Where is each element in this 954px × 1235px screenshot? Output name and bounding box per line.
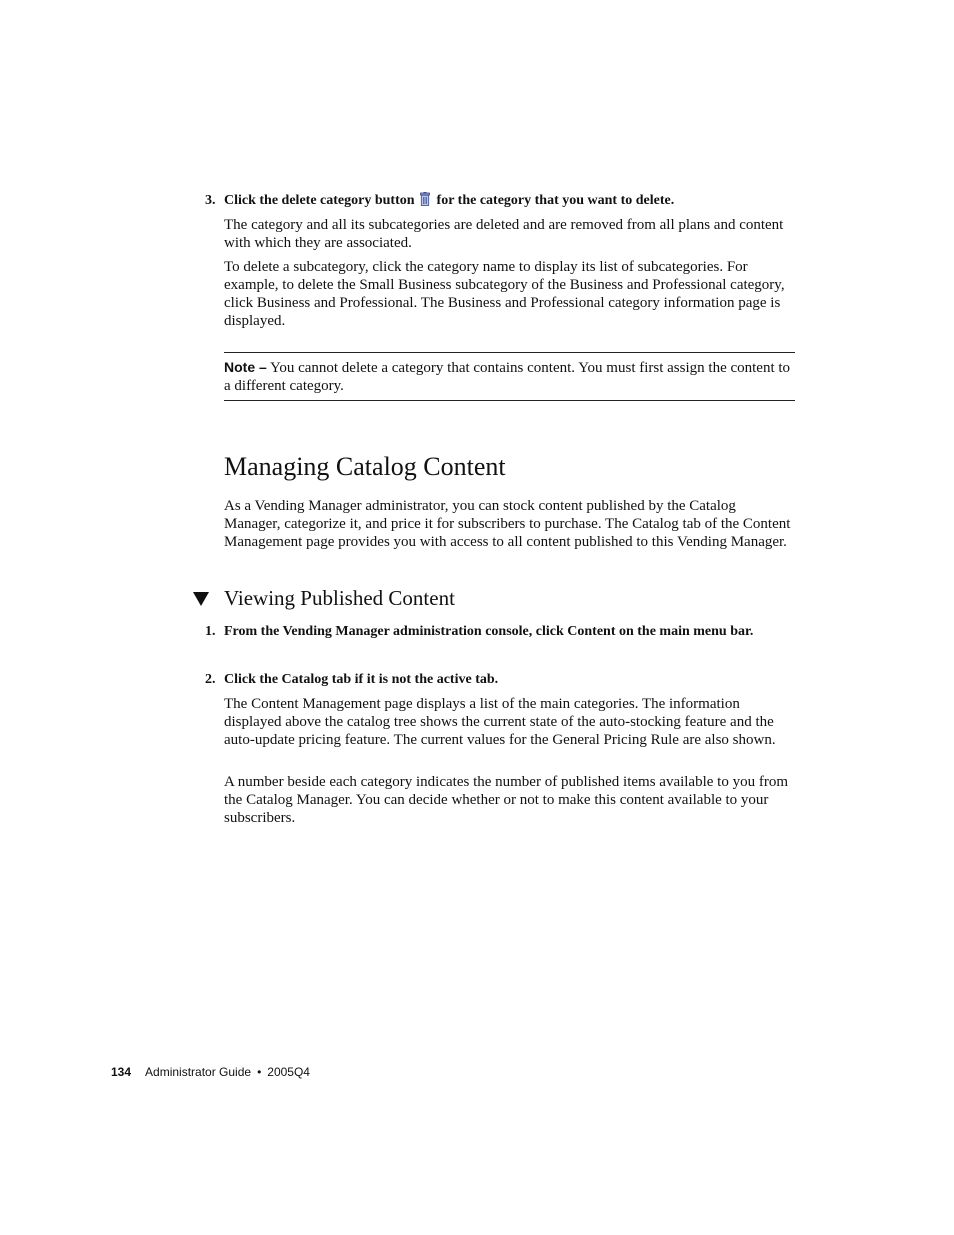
page-number: 134 (111, 1065, 132, 1079)
note-text: You cannot delete a category that contains content. You must first assign the content to a different category. (224, 360, 791, 394)
paragraph: The category and all its subcategories are deleted and are removed from all plans and content with which they are associated. (224, 217, 784, 251)
note-bottom-rule (224, 400, 795, 401)
paragraph: To delete a subcategory, click the category name to display its list of subcategories. For example, to delete the Small Business subcategory of the Business and Professional category, click Business and Professional. The Business and Professional category information page is displayed. (224, 259, 785, 329)
step-instruction: Click the Catalog tab if it is not the active tab. (224, 672, 499, 687)
step-instruction-text: Click the delete category button (224, 193, 415, 208)
paragraph: A number beside each category indicates the number of published items available to you from the Catalog Manager. You can decide whether or not to make this content available to your subscribers. (224, 774, 788, 826)
step-number: 2. (205, 672, 216, 687)
step-number: 3. (205, 193, 216, 208)
section-intro: As a Vending Manager administrator, you can stock content published by the Catalog Manager, categorize it, and price it for subscribers to purchase. The Catalog tab of the Content Management page provides you with access to all content published to this Vending Manager. (224, 498, 791, 550)
trash-icon (420, 192, 430, 206)
step-instruction-text: for the category that you want to delete. (436, 193, 675, 208)
step-number: 1. (205, 624, 216, 639)
page-footer (111, 1064, 310, 1080)
note-top-rule (224, 352, 795, 353)
procedure-triangle-icon (193, 592, 209, 606)
step-instruction (224, 192, 794, 210)
footer-separator: • (257, 1065, 262, 1079)
footer-edition: 2005Q4 (267, 1065, 310, 1079)
paragraph: The Content Management page displays a list of the main categories. The information displayed above the catalog tree shows the current state of the auto-stocking feature and the auto-update pricing feature. The current values for the General Pricing Rule are also shown. (224, 696, 776, 748)
note-label: Note – (224, 359, 267, 375)
note (224, 358, 796, 395)
footer-title: Administrator Guide (145, 1065, 252, 1079)
section-heading: Managing Catalog Content (224, 452, 506, 481)
step-instruction: From the Vending Manager administration console, click Content on the main menu bar. (224, 624, 754, 639)
procedure-heading: Viewing Published Content (224, 586, 455, 610)
